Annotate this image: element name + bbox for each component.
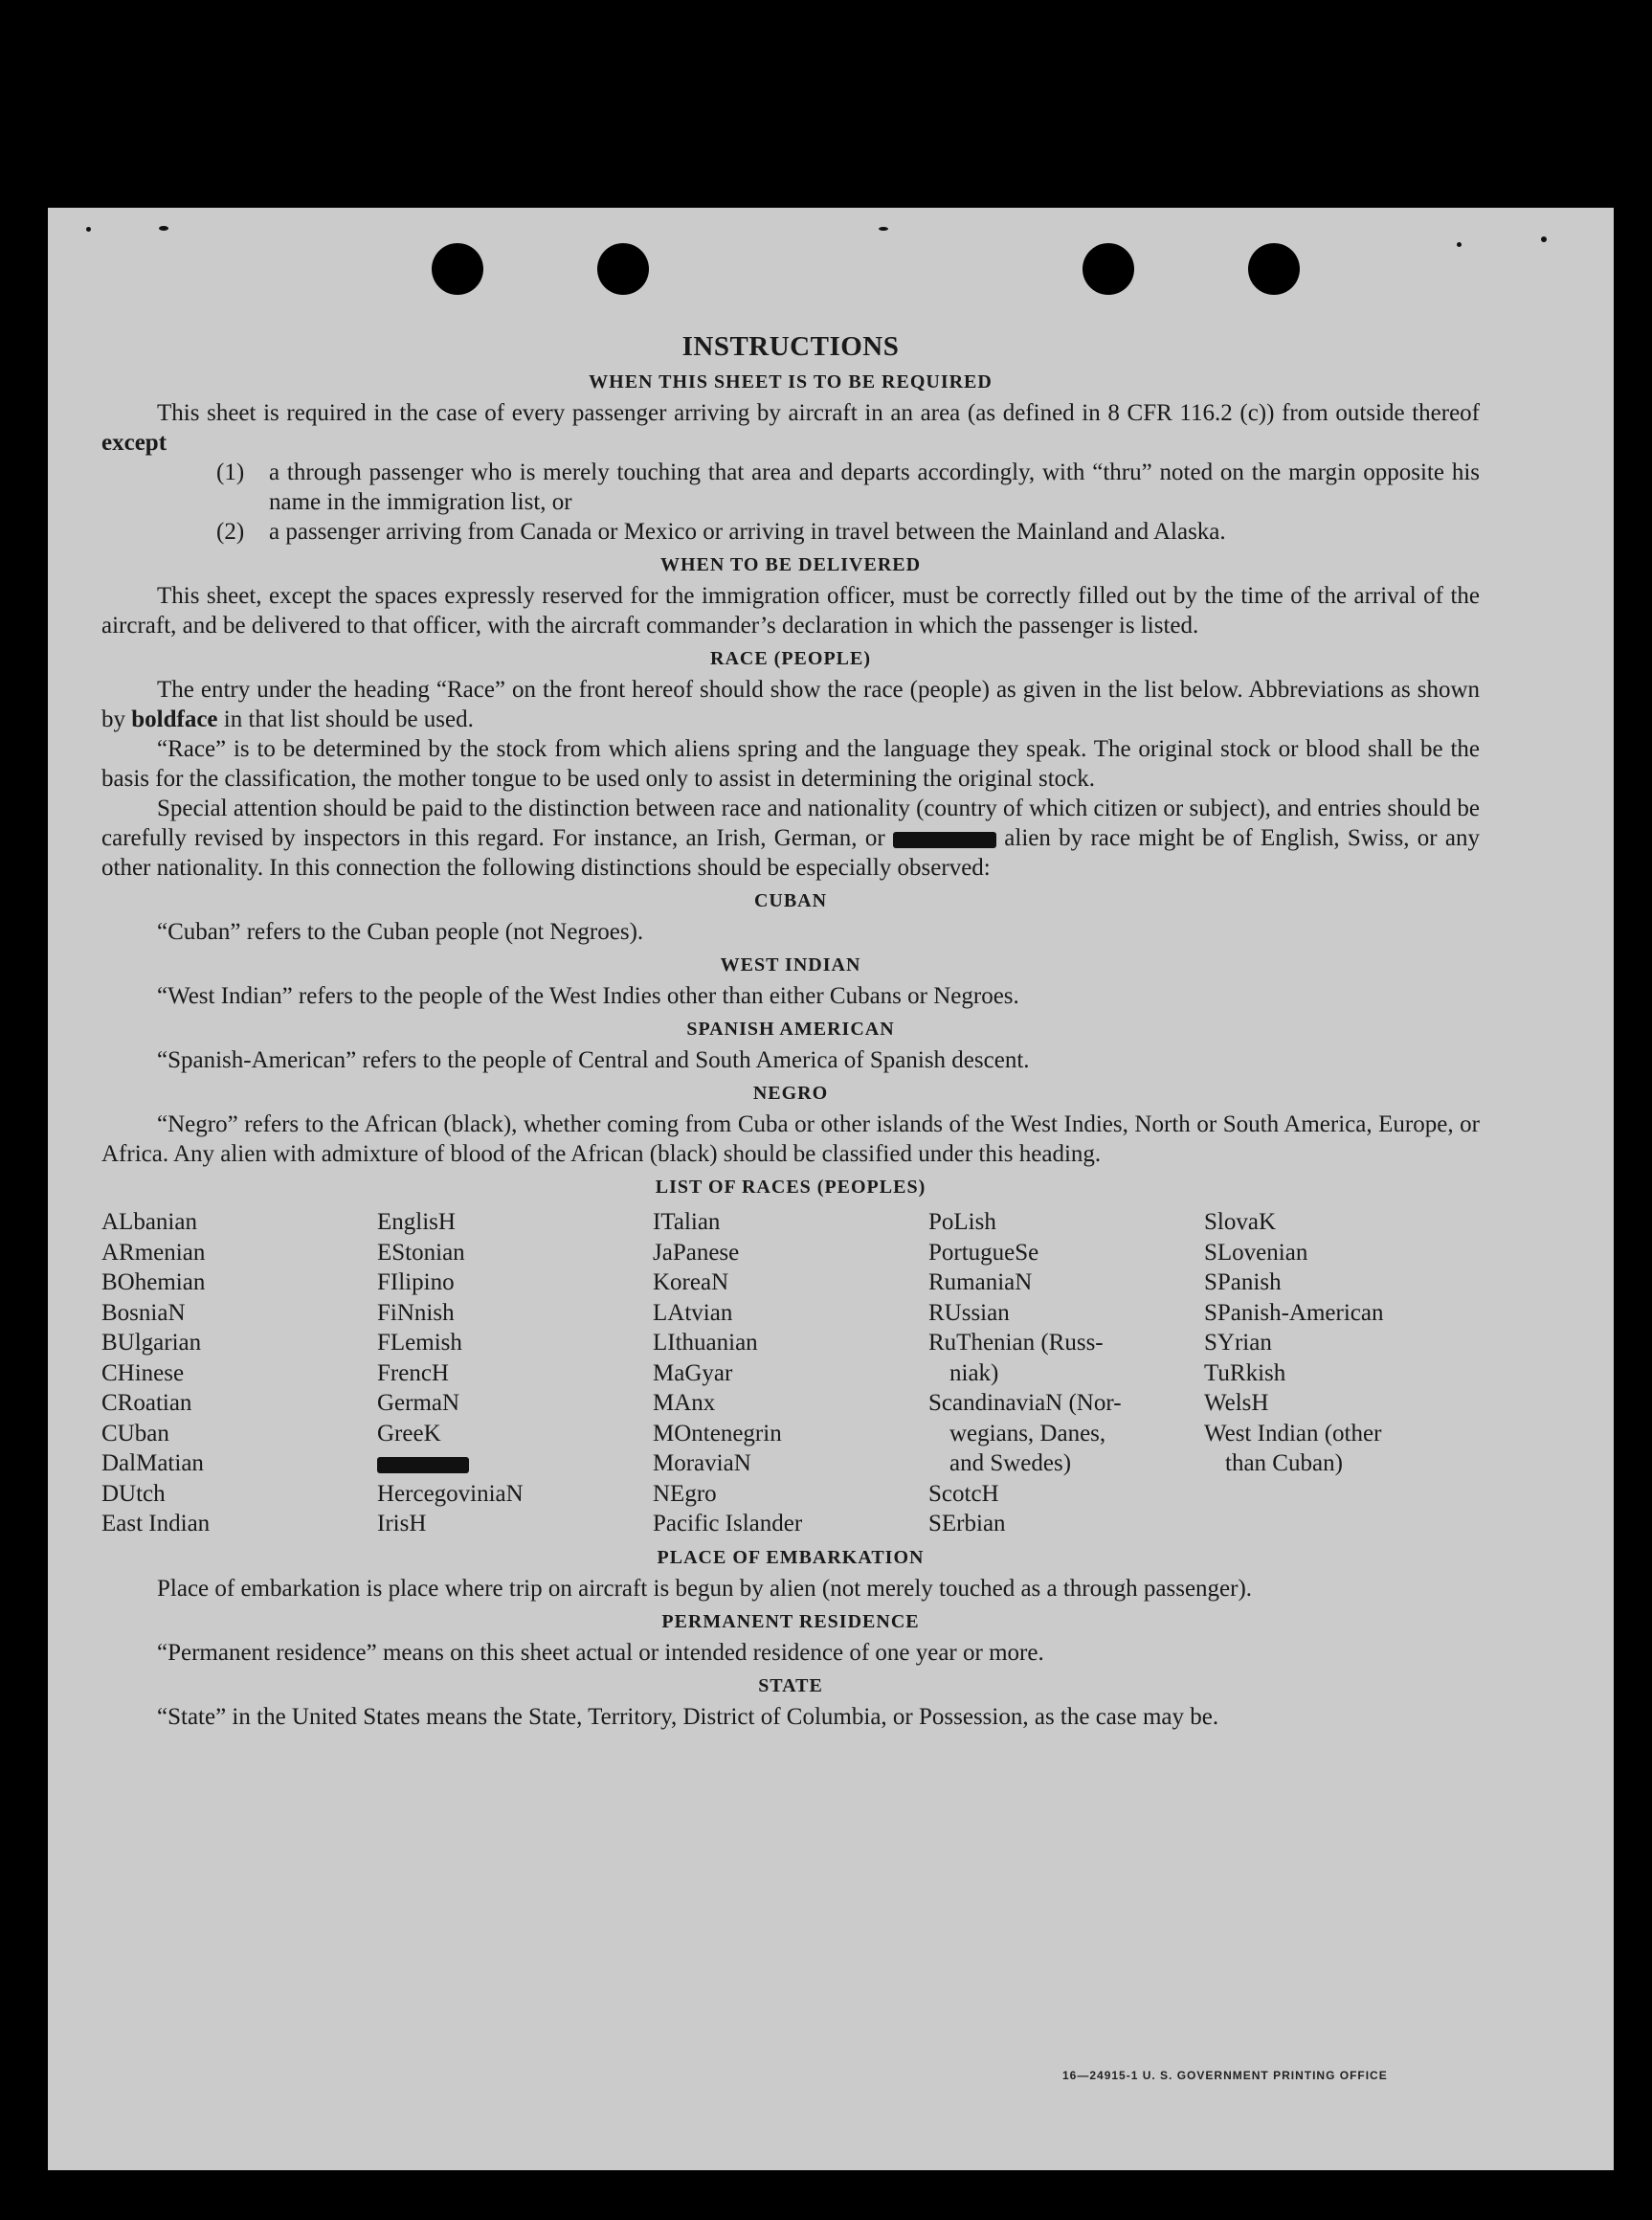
list-item: WelsH <box>1204 1390 1269 1416</box>
punch-hole <box>1248 243 1300 295</box>
speck <box>879 227 888 231</box>
list-item-redacted <box>377 1448 653 1479</box>
list-item: SErbian <box>928 1511 1006 1536</box>
list-item: KoreaN <box>653 1269 729 1295</box>
races-column-2 <box>377 1207 653 1539</box>
redaction-mark <box>377 1457 469 1473</box>
list-item: NEgro <box>653 1480 717 1507</box>
list-item: SLovenian <box>1204 1239 1308 1266</box>
races-column-1 <box>101 1207 377 1539</box>
list-item: DUtch <box>101 1480 166 1507</box>
exception-item <box>216 517 1480 547</box>
race-paragraph-2: “Race” is to be determined by the stock from which aliens spring and the language they speak. The original stock or blood shall be the basis for the classification, the mother tongue to be used only to assist in determining the original stock. <box>101 736 1480 792</box>
list-item: FiNnish <box>377 1299 455 1326</box>
item-number: (2) <box>216 519 245 545</box>
item-text: a passenger arriving from Canada or Mexico or arriving in travel between the Mainland and Alaska. <box>269 519 1226 545</box>
except-keyword: except <box>101 430 167 456</box>
page-title: INSTRUCTIONS <box>681 331 900 362</box>
list-item: LAtvian <box>653 1299 733 1326</box>
section-heading-races-list: LIST OF RACES (PEOPLES) <box>655 1177 926 1198</box>
section-heading-spanish-american: SPANISH AMERICAN <box>686 1019 895 1040</box>
cuban-text: “Cuban” refers to the Cuban people (not Negroes). <box>157 919 644 945</box>
list-item: RumaniaN <box>928 1269 1033 1295</box>
list-item: ARmenian <box>101 1239 206 1266</box>
list-item: RuThenian (Russ- <box>928 1330 1104 1356</box>
section-heading-race: RACE (PEOPLE) <box>710 648 871 669</box>
list-item: PoLish <box>928 1209 996 1235</box>
list-item: HercegoviniaN <box>377 1480 524 1507</box>
list-item: PortugueSe <box>928 1239 1039 1266</box>
punch-hole <box>1083 243 1134 295</box>
list-item: ITalian <box>653 1209 721 1235</box>
list-item: niak) <box>949 1359 999 1386</box>
list-item: GreeK <box>377 1420 441 1446</box>
list-item: GermaN <box>377 1390 460 1416</box>
list-item: CUban <box>101 1420 169 1446</box>
list-item: MAnx <box>653 1390 716 1416</box>
section-heading-delivered: WHEN TO BE DELIVERED <box>659 554 922 575</box>
races-column-5 <box>1204 1207 1480 1539</box>
list-item: BOhemian <box>101 1269 206 1295</box>
list-item: DalMatian <box>101 1450 204 1476</box>
negro-text: “Negro” refers to the African (black), whether coming from Cuba or other islands of the West Indies, North or South America, Europe, or Africa. Any alien with admixture of blood of the African (black) should be classified under this heading. <box>101 1111 1480 1167</box>
races-list <box>101 1207 1480 1539</box>
speck <box>159 226 168 231</box>
list-item: SPanish-American <box>1204 1299 1384 1326</box>
list-item: FrencH <box>377 1359 449 1386</box>
speck <box>86 227 91 232</box>
section-heading-embarkation: PLACE OF EMBARKATION <box>657 1546 925 1568</box>
redaction-mark <box>893 832 996 848</box>
item-number: (1) <box>216 460 245 485</box>
required-intro: This sheet is required in the case of every passenger arriving by aircraft in an area (as defined in 8 CFR 116.2 (c)) from outside thereof except <box>101 400 1480 456</box>
races-column-4 <box>928 1207 1204 1539</box>
list-item: TuRkish <box>1204 1359 1286 1386</box>
speck <box>1457 242 1462 247</box>
list-item: BUlgarian <box>101 1330 202 1356</box>
punch-hole <box>597 243 649 295</box>
instructions-content <box>101 329 1480 1732</box>
list-item: East Indian <box>101 1511 211 1536</box>
list-item: CRoatian <box>101 1390 192 1416</box>
section-heading-residence: PERMANENT RESIDENCE <box>661 1610 920 1632</box>
spanish-american-text: “Spanish-American” refers to the people of Central and South America of Spanish descent. <box>157 1047 1030 1073</box>
list-item: Pacific Islander <box>653 1511 803 1536</box>
race-paragraph-1: The entry under the heading “Race” on the front hereof should show the race (people) as given in the list below. Abbreviations as shown by boldface in that list should be used. <box>101 677 1480 732</box>
list-item: than Cuban) <box>1225 1450 1343 1476</box>
list-item: SYrian <box>1204 1330 1272 1356</box>
section-heading-cuban: CUBAN <box>753 890 828 911</box>
west-indian-text: “West Indian” refers to the people of the West Indies other than either Cubans or Negroes. <box>157 983 1019 1009</box>
list-item: MaGyar <box>653 1359 733 1386</box>
list-item: wegians, Danes, <box>949 1420 1106 1446</box>
section-heading-negro: NEGRO <box>752 1083 829 1104</box>
state-text: “State” in the United States means the State, Territory, District of Columbia, or Possession, as the case may be. <box>157 1703 1219 1730</box>
list-item: MoraviaN <box>653 1450 751 1476</box>
document-sheet <box>48 208 1614 2170</box>
list-item: West Indian (other <box>1204 1420 1382 1446</box>
list-item: ALbanian <box>101 1209 197 1235</box>
list-item: and Swedes) <box>949 1450 1072 1476</box>
printing-office-code: 16—24915-1 U. S. GOVERNMENT PRINTING OFFICE <box>1062 2069 1388 2082</box>
race-paragraph-3: Special attention should be paid to the distinction between race and nationality (country of which citizen or subject), and entries should be carefully revised by inspectors in this regard. For instance, an Irish, German, or alien by race might be of English, Swiss, or any other nationality. In this connection the following distinctions should be especially observed: <box>101 796 1481 881</box>
list-item: JaPanese <box>653 1239 740 1266</box>
list-item: CHinese <box>101 1359 185 1386</box>
list-item: SlovaK <box>1204 1209 1276 1235</box>
section-heading-state: STATE <box>758 1674 823 1696</box>
list-item: ScotcH <box>928 1480 999 1507</box>
list-item: SPanish <box>1204 1269 1282 1295</box>
list-item: BosniaN <box>101 1299 186 1326</box>
exception-item <box>216 458 1480 517</box>
delivered-text: This sheet, except the spaces expressly reserved for the immigration officer, must be correctly filled out by the time of the arrival of the aircraft, and be delivered to that officer, with the aircraft commander’s declaration in which the passenger is listed. <box>101 583 1480 639</box>
section-heading-required: WHEN THIS SHEET IS TO BE REQUIRED <box>589 371 993 392</box>
list-item: FLemish <box>377 1330 462 1356</box>
item-text: a through passenger who is merely touching that area and departs accordingly, with “thru” noted on the margin opposite his name in the immigration list, or <box>269 460 1480 515</box>
list-item: FIlipino <box>377 1269 455 1295</box>
list-item: EStonian <box>377 1239 465 1266</box>
list-item: MOntenegrin <box>653 1420 782 1446</box>
speck <box>1541 236 1547 242</box>
section-heading-west-indian: WEST INDIAN <box>720 954 861 975</box>
list-item: IrisH <box>377 1511 427 1536</box>
list-item: LIthuanian <box>653 1330 758 1356</box>
list-item: RUssian <box>928 1299 1010 1326</box>
embarkation-text: Place of embarkation is place where trip on aircraft is begun by alien (not merely touched as a through passenger). <box>157 1575 1253 1602</box>
punch-hole <box>432 243 483 295</box>
races-column-3 <box>653 1207 928 1539</box>
residence-text: “Permanent residence” means on this sheet actual or intended residence of one year or more. <box>157 1639 1044 1666</box>
list-item: ScandinaviaN (Nor- <box>928 1390 1122 1416</box>
list-item: EnglisH <box>377 1209 456 1235</box>
